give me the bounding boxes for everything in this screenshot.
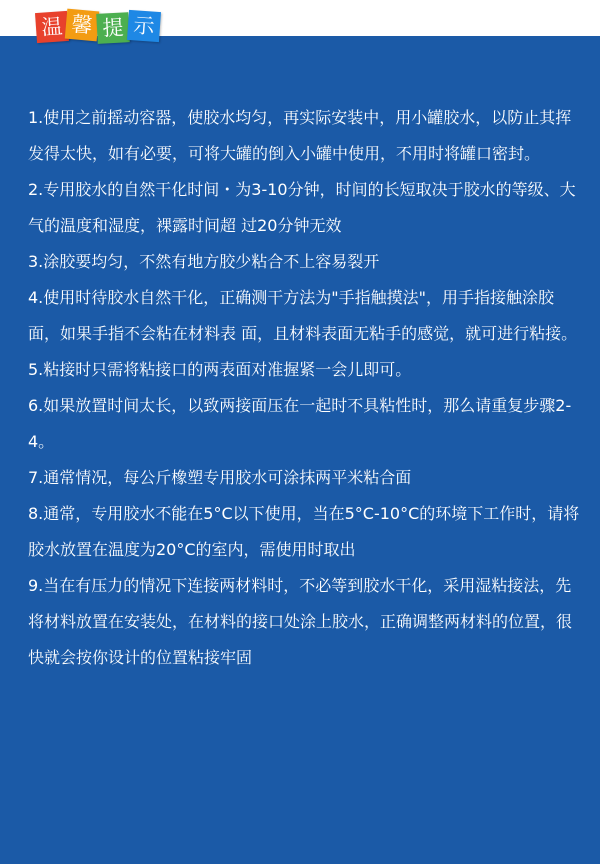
tip-item-2: 2.专用胶水的自然干化时间・为3-10分钟，时间的长短取决于胶水的等级、大气的温度和湿度，裸露时间超 过20分钟无效 bbox=[28, 180, 576, 235]
tip-item-8: 8.通常，专用胶水不能在5°C以下使用，当在5°C-10°C的环境下工作时，请将胶水放置在温度为20°C的室内，需使用时取出 bbox=[28, 504, 580, 559]
tip-item-7: 7.通常情况，每公斤橡塑专用胶水可涂抹两平米粘合面 bbox=[28, 468, 412, 487]
tip-item-9: 9.当在有压力的情况下连接两材料时，不必等到胶水干化，采用湿粘接法，先将材料放置在安装处，在材料的接口处涂上胶水，正确调整两材料的位置，很快就会按你设计的位置粘接牢固 bbox=[28, 576, 573, 667]
title-char-badge: 馨 bbox=[65, 9, 99, 42]
tip-item-4: 4.使用时待胶水自然干化，正确测干方法为"手指触摸法"，用手指接触涂胶面，如果手指不会粘在材料表 面，且材料表面无粘手的感觉，就可进行粘接。 bbox=[28, 288, 578, 343]
tips-list bbox=[28, 100, 580, 676]
tip-item-6: 6.如果放置时间太长，以致两接面压在一起时不具粘性时，那么请重复步骤2-4。 bbox=[28, 396, 572, 451]
tip-item-5: 5.粘接时只需将粘接口的两表面对准握紧一会儿即可。 bbox=[28, 360, 412, 379]
title-char-badge: 示 bbox=[127, 10, 161, 42]
tip-item-3: 3.涂胶要均匀，不然有地方胶少粘合不上容易裂开 bbox=[28, 252, 380, 271]
title-char-badge: 提 bbox=[96, 12, 130, 44]
tip-item-1: 1.使用之前摇动容器，使胶水均匀，再实际安装中，用小罐胶水，以防止其挥发得太快，如有必要，可将大罐的倒入小罐中使用，不用时将罐口密封。 bbox=[28, 108, 572, 163]
tips-panel bbox=[0, 36, 600, 864]
title-char-badge: 温 bbox=[35, 11, 69, 43]
